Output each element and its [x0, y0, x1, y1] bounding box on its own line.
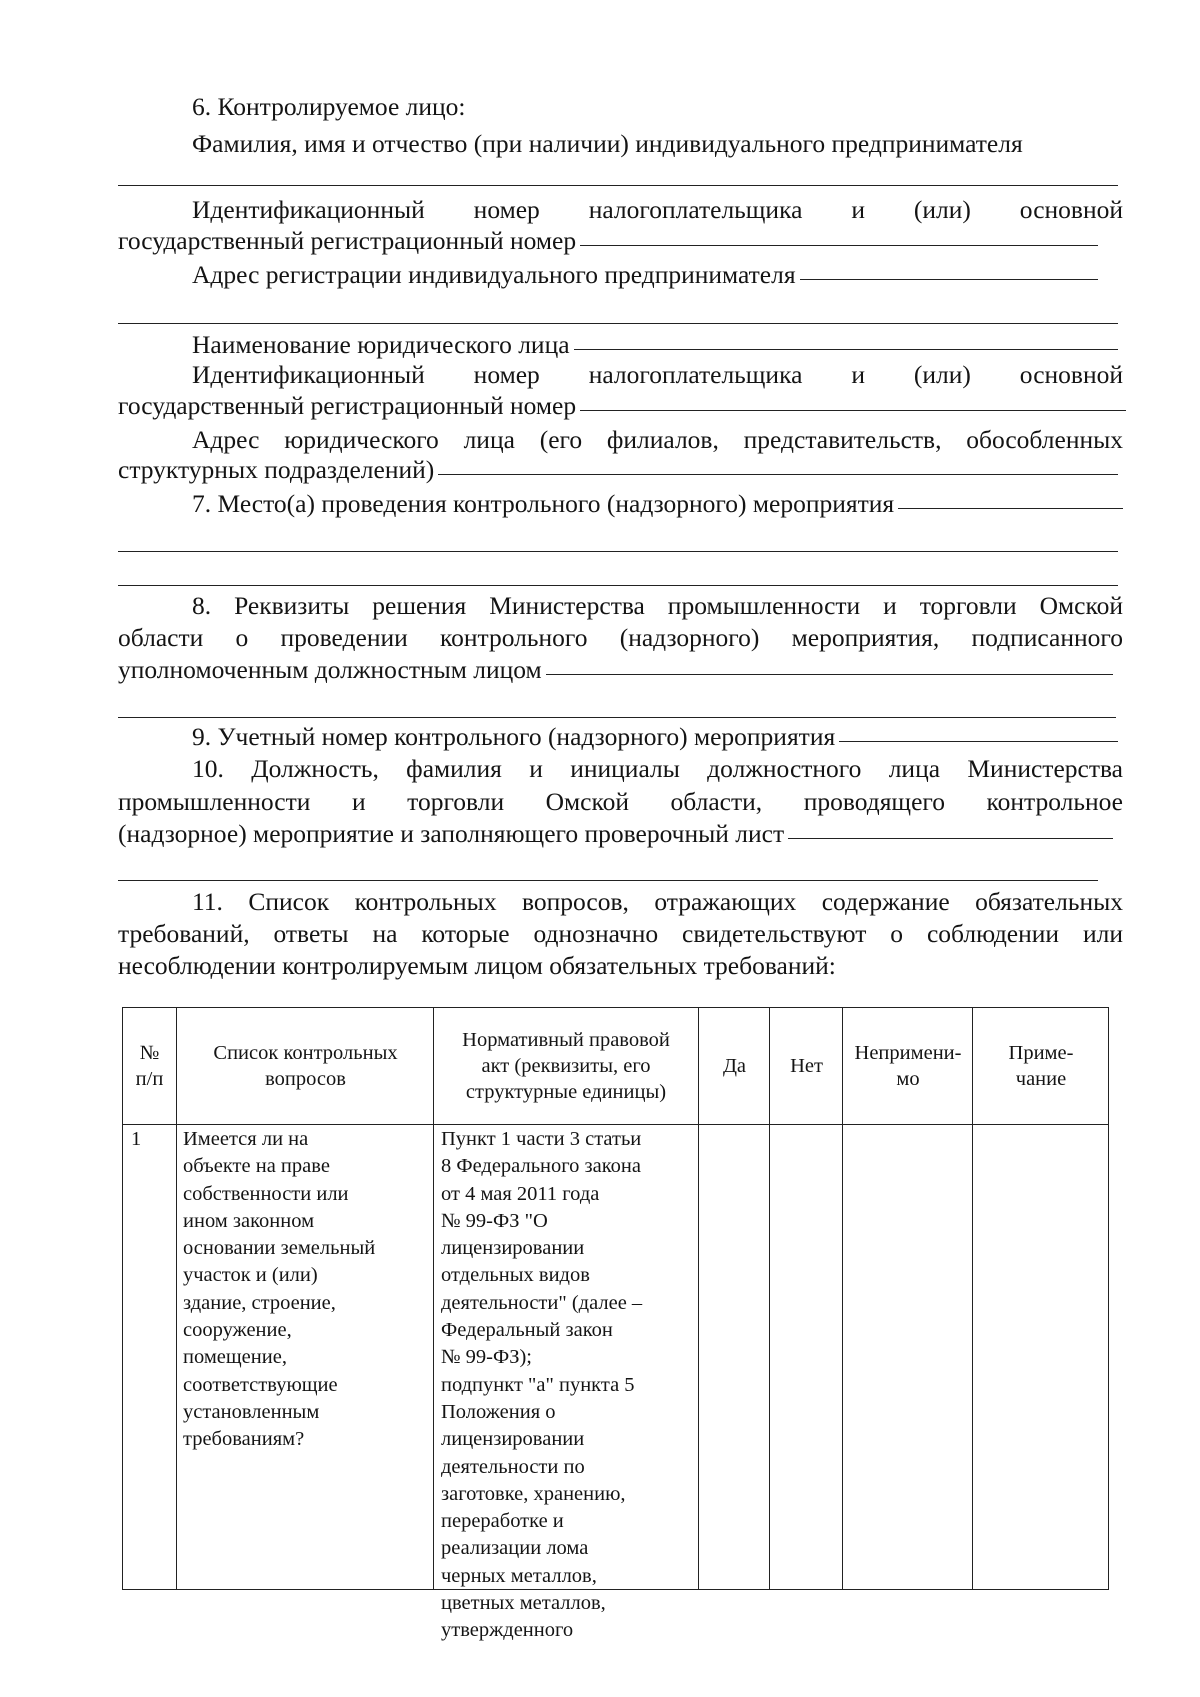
- header-no: Нет: [790, 1055, 823, 1077]
- header-yes: Да: [722, 1055, 747, 1077]
- ul-name-label: Наименование юридического лица: [192, 330, 570, 359]
- ul-name-row: [118, 330, 1118, 360]
- section7-row: [118, 489, 1123, 519]
- section8-fill-line[interactable]: [546, 673, 1113, 675]
- section9-fill-line[interactable]: [839, 740, 1118, 742]
- ip-inn-fill-line[interactable]: [580, 244, 1098, 246]
- header-question: Список контрольных вопросов: [213, 1042, 398, 1090]
- ip-inn-label-1: Идентификационный номер налогоплательщика и (или) основной: [192, 195, 1123, 224]
- ip-address-label: Адрес регистрации индивидуального предпринимателя: [192, 260, 796, 289]
- row1-na-cell[interactable]: [846, 1126, 970, 1566]
- ip-address-fill-line-2[interactable]: [118, 323, 1118, 324]
- row1-question: Имеется ли на объекте на праве собственности или ином законном основании земельный участок и (или) здание, строение, сооружение, помещение, соответствующие установленным требованиям?: [183, 1128, 376, 1451]
- ip-fio-fill-line[interactable]: [118, 185, 1118, 186]
- ul-address-fill-line[interactable]: [438, 473, 1118, 475]
- ip-address-fill-line[interactable]: [800, 278, 1098, 280]
- ip-fio-label: Фамилия, имя и отчество (при наличии) индивидуального предпринимателя: [192, 129, 1023, 158]
- ip-inn-label-2: государственный регистрационный номер: [118, 226, 577, 255]
- ul-inn-label-2: государственный регистрационный номер: [118, 391, 577, 420]
- section7-fill-line-2[interactable]: [118, 551, 1118, 552]
- col-divider: [433, 1008, 434, 1589]
- row1-note-cell[interactable]: [976, 1126, 1106, 1566]
- section9-row: [118, 722, 1118, 752]
- section6-heading: 6. Контролируемое лицо:: [192, 92, 466, 121]
- header-num: № п/п: [135, 1042, 164, 1090]
- section10-line-3: (надзорное) мероприятие и заполняющего проверочный лист: [118, 819, 785, 848]
- ul-address-row: [118, 455, 1118, 485]
- section10-line-2: промышленности и торговли Омской области, проводящего контрольное: [118, 787, 1123, 816]
- section10-row: [118, 819, 1113, 849]
- checklist-table: [122, 1007, 1109, 1642]
- section10-line-1: 10. Должность, фамилия и инициалы должностного лица Министерства: [192, 754, 1123, 783]
- row1-yes-cell[interactable]: [703, 1126, 765, 1566]
- col-divider: [176, 1008, 177, 1589]
- header-na: Непримени-мо: [854, 1042, 962, 1090]
- section8-row: [118, 655, 1113, 685]
- section8-fill-line-2[interactable]: [118, 717, 1116, 718]
- col-divider: [698, 1008, 699, 1589]
- col-divider: [769, 1008, 770, 1589]
- ip-inn-row: [118, 226, 1098, 256]
- section7-fill-line[interactable]: [898, 507, 1123, 509]
- section11-line-2: требований, ответы на которые однозначно свидетельствуют о соблюдении или: [118, 919, 1123, 948]
- section8-line-3: уполномоченным должностным лицом: [118, 655, 542, 684]
- table-header-divider: [123, 1124, 1108, 1125]
- header-act: Нормативный правовой акт (реквизиты, его структурные единицы): [462, 1029, 670, 1103]
- ul-address-label-1: Адрес юридического лица (его филиалов, представительств, обособленных: [192, 425, 1123, 454]
- row1-num: 1: [131, 1128, 142, 1150]
- section11-line-3: несоблюдении контролируемым лицом обязательных требований:: [118, 951, 836, 980]
- section8-line-2: области о проведении контрольного (надзорного) мероприятия, подписанного: [118, 623, 1123, 652]
- section10-fill-line-2[interactable]: [118, 880, 1098, 881]
- section7-label: 7. Место(а) проведения контрольного (надзорного) мероприятия: [192, 489, 895, 518]
- header-note: Приме-чание: [1008, 1042, 1074, 1090]
- section9-label: 9. Учетный номер контрольного (надзорного) мероприятия: [192, 722, 836, 751]
- section8-line-1: 8. Реквизиты решения Министерства промышленности и торговли Омской: [192, 591, 1123, 620]
- row1-no-cell[interactable]: [773, 1126, 839, 1566]
- ul-inn-label-1: Идентификационный номер налогоплательщика и (или) основной: [192, 360, 1123, 389]
- ul-inn-fill-line[interactable]: [580, 409, 1126, 411]
- section7-fill-line-3[interactable]: [118, 585, 1118, 586]
- section10-fill-line[interactable]: [788, 837, 1113, 839]
- ul-name-fill-line[interactable]: [574, 348, 1118, 350]
- ip-address-row: [118, 260, 1098, 290]
- col-divider: [972, 1008, 973, 1589]
- row1-act: Пункт 1 части 3 статьи 8 Федерального закона от 4 мая 2011 года № 99-ФЗ "О лицензировании отдельных видов деятельности" (далее – Федеральный закон № 99-ФЗ); подпункт "а" пункта 5 Положения о лицензировании деятельности по заготовке, хранению, переработке и реализации лома черных металлов, цветных металлов, утвержденного: [441, 1128, 643, 1642]
- section11-line-1: 11. Список контрольных вопросов, отражающих содержание обязательных: [192, 887, 1123, 916]
- col-divider: [842, 1008, 843, 1589]
- ul-address-label-2: структурных подразделений): [118, 455, 435, 484]
- ul-inn-row: [118, 391, 1126, 421]
